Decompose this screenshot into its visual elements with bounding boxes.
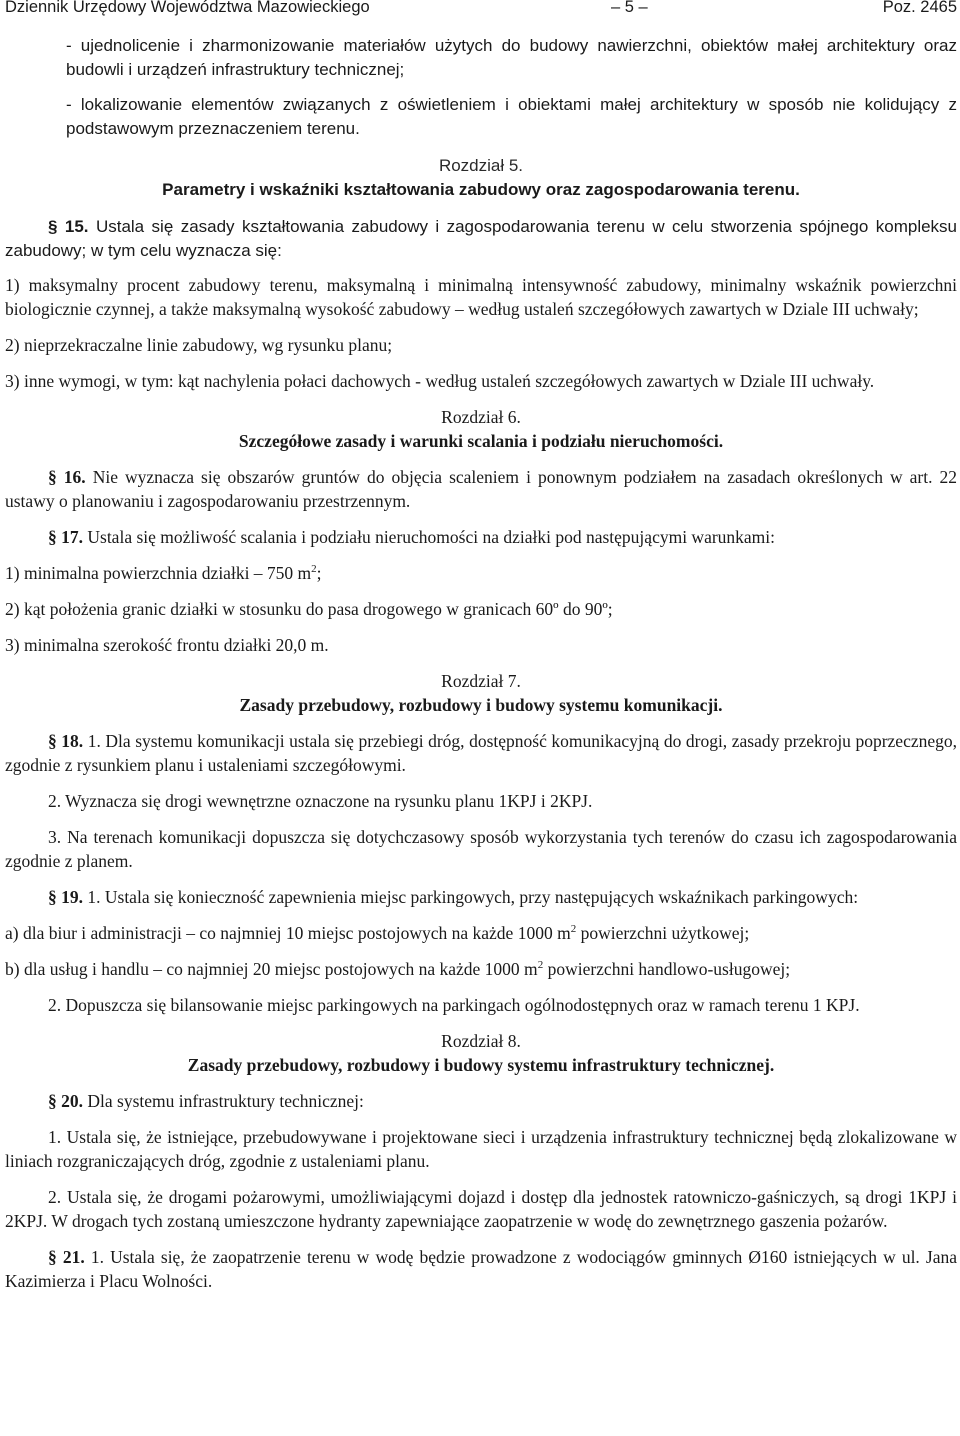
- section-16: [5, 465, 957, 513]
- section-number: § 20.: [48, 1091, 83, 1111]
- section-text: 1. Ustala się, że zaopatrzenie terenu w wodę będzie prowadzone z wodociągów gminnych Ø160 istniejących w ul. Jana Kazimierza i Placu Wolności.: [5, 1247, 958, 1291]
- paragraph: 1. Ustala się, że istniejące, przebudowywane i projektowane sieci i urządzenia infrastruktury technicznej będą zlokalizowane w liniach rozgraniczających dróg, zgodnie z ustaleniami planu.: [5, 1127, 957, 1171]
- section-text: 1. Dla systemu komunikacji ustala się przebiegi dróg, dostępność komunikacyjną do drogi, zasady przekroju poprzecznego, zgodnie z rysunkiem planu i ustaleniami szczegółowymi.: [5, 731, 958, 775]
- section-18: [5, 729, 957, 873]
- list-item: 1) maksymalny procent zabudowy terenu, maksymalną i minimalną intensywność zabudowy, minimalny wskaźnik powierzchni biologicznie czynnej, a także maksymalną wysokość zabudowy – według ustaleń szczegółowych zawartych w Dziale III uchwały;: [5, 275, 957, 319]
- section-20: [5, 1089, 957, 1233]
- section-text: Dla systemu infrastruktury technicznej:: [87, 1091, 364, 1111]
- section-17: [5, 525, 957, 657]
- document-page: [5, 0, 957, 1293]
- dash-item: - ujednolicenie i zharmonizowanie materiałów użytych do budowy nawierzchni, obiektów małej architektury oraz budowli i urządzeń infrastruktury technicznej;: [66, 36, 957, 79]
- section-number: § 16.: [48, 467, 86, 487]
- dash-item: - lokalizowanie elementów związanych z oświetleniem i obiektami małej architektury w sposób nie kolidujący z podstawowym przeznaczeniem terenu.: [66, 95, 957, 138]
- chapter-8: [5, 1029, 957, 1077]
- journal-title: Dziennik Urzędowy Województwa Mazowieckiego: [5, 0, 370, 16]
- chapter-label: Rozdział 5.: [438, 156, 524, 175]
- section-number: § 21.: [48, 1247, 85, 1267]
- page-number: – 5 –: [610, 0, 648, 16]
- chapter-label: Rozdział 7.: [441, 671, 521, 691]
- position-number: Poz. 2465: [882, 0, 957, 16]
- section-number: § 19.: [48, 887, 83, 907]
- paragraph: 3. Na terenach komunikacji dopuszcza się dotychczasowy sposób wykorzystania tych terenów do czasu ich zagospodarowania zgodnie z planem.: [5, 827, 957, 871]
- chapter-title: Parametry i wskaźniki kształtowania zabudowy oraz zagospodarowania terenu.: [162, 180, 800, 199]
- paragraph: 2. Dopuszcza się bilansowanie miejsc parkingowych na parkingach ogólnodostępnych oraz w ramach terenu 1 KPJ.: [48, 995, 860, 1015]
- list-item: 3) inne wymogi, w tym: kąt nachylenia połaci dachowych - według ustaleń szczegółowych zawartych w Dziale III uchwały.: [5, 371, 875, 391]
- section-number: § 17.: [48, 527, 83, 547]
- section-15-items: [5, 273, 957, 393]
- list-item: 2) nieprzekraczalne linie zabudowy, wg rysunku planu;: [5, 335, 393, 355]
- chapter-label: Rozdział 6.: [441, 407, 521, 427]
- intro-block: [5, 34, 957, 141]
- section-text: Ustala się zasady kształtowania zabudowy i zagospodarowania terenu w celu stworzenia spójnego kompleksu zabudowy; w tym celu wyznacza się:: [5, 217, 958, 260]
- chapter-title: Zasady przebudowy, rozbudowy i budowy systemu komunikacji.: [239, 695, 723, 715]
- list-item: 1) minimalna powierzchnia działki – 750 $m^2$;: [5, 563, 322, 583]
- section-21: [5, 1245, 957, 1293]
- section-number: § 18.: [48, 731, 84, 751]
- page-header: [5, 0, 957, 19]
- list-item: 3) minimalna szerokość frontu działki 20,0 m.: [5, 635, 329, 655]
- list-item: 2) kąt położenia granic działki w stosunku do pasa drogowego w granicach 60º do 90º;: [5, 599, 613, 619]
- chapter-5: [5, 154, 957, 202]
- chapter-7: [5, 669, 957, 717]
- section-15: [5, 215, 957, 263]
- section-text: Ustala się możliwość scalania i podziału nieruchomości na działki pod następującymi warunkami:: [87, 527, 776, 547]
- chapter-title: Szczegółowe zasady i warunki scalania i podziału nieruchomości.: [238, 431, 724, 451]
- paragraph: 2. Ustala się, że drogami pożarowymi, umożliwiającymi dojazd i dostęp dla jednostek ratowniczo-gaśniczych, są drogi 1KPJ i 2KPJ. W drogach tych zostaną umieszczone hydranty zapewniające zaopatrzenie w wodę do zewnętrznego gaszenia pożarów.: [5, 1187, 957, 1231]
- section-text: 1. Ustala się konieczność zapewnienia miejsc parkingowych, przy następujących wskaźnikach parkingowych:: [87, 887, 859, 907]
- paragraph: 2. Wyznacza się drogi wewnętrzne oznaczone na rysunku planu 1KPJ i 2KPJ.: [48, 791, 593, 811]
- section-19: [5, 885, 957, 1017]
- section-text: Nie wyznacza się obszarów gruntów do objęcia scaleniem i ponownym podziałem na zasadach określonych w art. 22 ustawy o planowaniu i zagospodarowaniu przestrzennym.: [5, 467, 958, 511]
- list-item: b) dla usług i handlu – co najmniej 20 miejsc postojowych na każde 1000 $m^2$ powierzchni handlowo-usługowej;: [5, 959, 791, 979]
- chapter-label: Rozdział 8.: [441, 1031, 521, 1051]
- chapter-6: [5, 405, 957, 453]
- chapter-title: Zasady przebudowy, rozbudowy i budowy systemu infrastruktury technicznej.: [187, 1055, 775, 1075]
- list-item: a) dla biur i administracji – co najmniej 10 miejsc postojowych na każde 1000 $m^2$ powierzchni użytkowej;: [5, 923, 750, 943]
- section-number: § 15.: [48, 217, 89, 236]
